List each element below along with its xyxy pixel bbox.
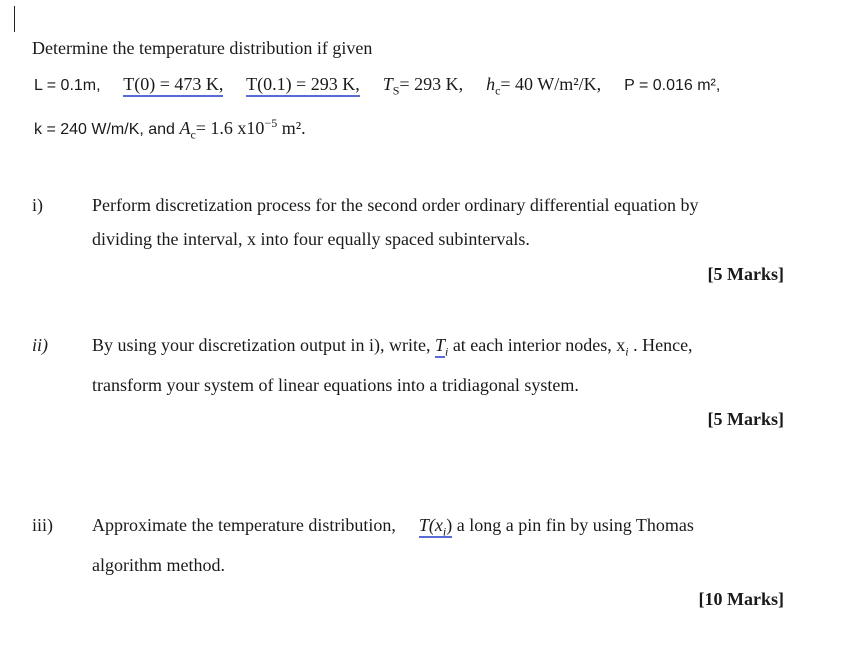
question-3-label: iii) <box>32 515 53 535</box>
given-T0: T(0) = 473 K, <box>123 74 223 97</box>
question-2-marks: [5 Marks] <box>707 409 784 429</box>
intro-text: Determine the temperature distribution if given <box>32 38 373 58</box>
given-line-1 <box>34 74 721 98</box>
question-3-line-2: algorithm method. <box>92 555 225 575</box>
question-3-marks: [10 Marks] <box>698 589 784 609</box>
given-k: k = 240 W/m/K, and <box>34 121 175 138</box>
question-2-label: ii) <box>32 335 48 355</box>
question-2-line-2: transform your system of linear equations into a tridiagonal system. <box>92 375 579 395</box>
question-2-line-1: By using your discretization output in i), write, $T_i$ at each interior nodes, $x_i$ . Hence, <box>92 335 693 359</box>
question-1-line-2: dividing the interval, x into four equally spaced subintervals. <box>92 229 530 249</box>
given-Ac: $A_c= 1.6$ $x10^{-5}$ m². <box>179 116 306 142</box>
question-1-line-1: Perform discretization process for the second order ordinary differential equation by <box>92 195 699 215</box>
text-cursor <box>14 6 15 32</box>
given-P: P = 0.016 m², <box>624 77 721 94</box>
given-T01: T(0.1) = 293 K, <box>246 74 360 97</box>
given-L: L = 0.1m, <box>34 77 101 94</box>
question-3-line-1: Approximate the temperature distribution, $T(x_i)$ a long a pin fin by using Thomas <box>92 515 694 539</box>
given-hc: $h_c= 40$ W/m²/K, <box>486 74 602 98</box>
question-3-expression: $T(x_i)$ <box>418 515 453 539</box>
given-line-2 <box>34 116 306 142</box>
given-Ts: $T_S= 293$ K, <box>382 74 464 98</box>
question-1-label: i) <box>32 195 43 215</box>
question-1-marks: [5 Marks] <box>707 264 784 284</box>
